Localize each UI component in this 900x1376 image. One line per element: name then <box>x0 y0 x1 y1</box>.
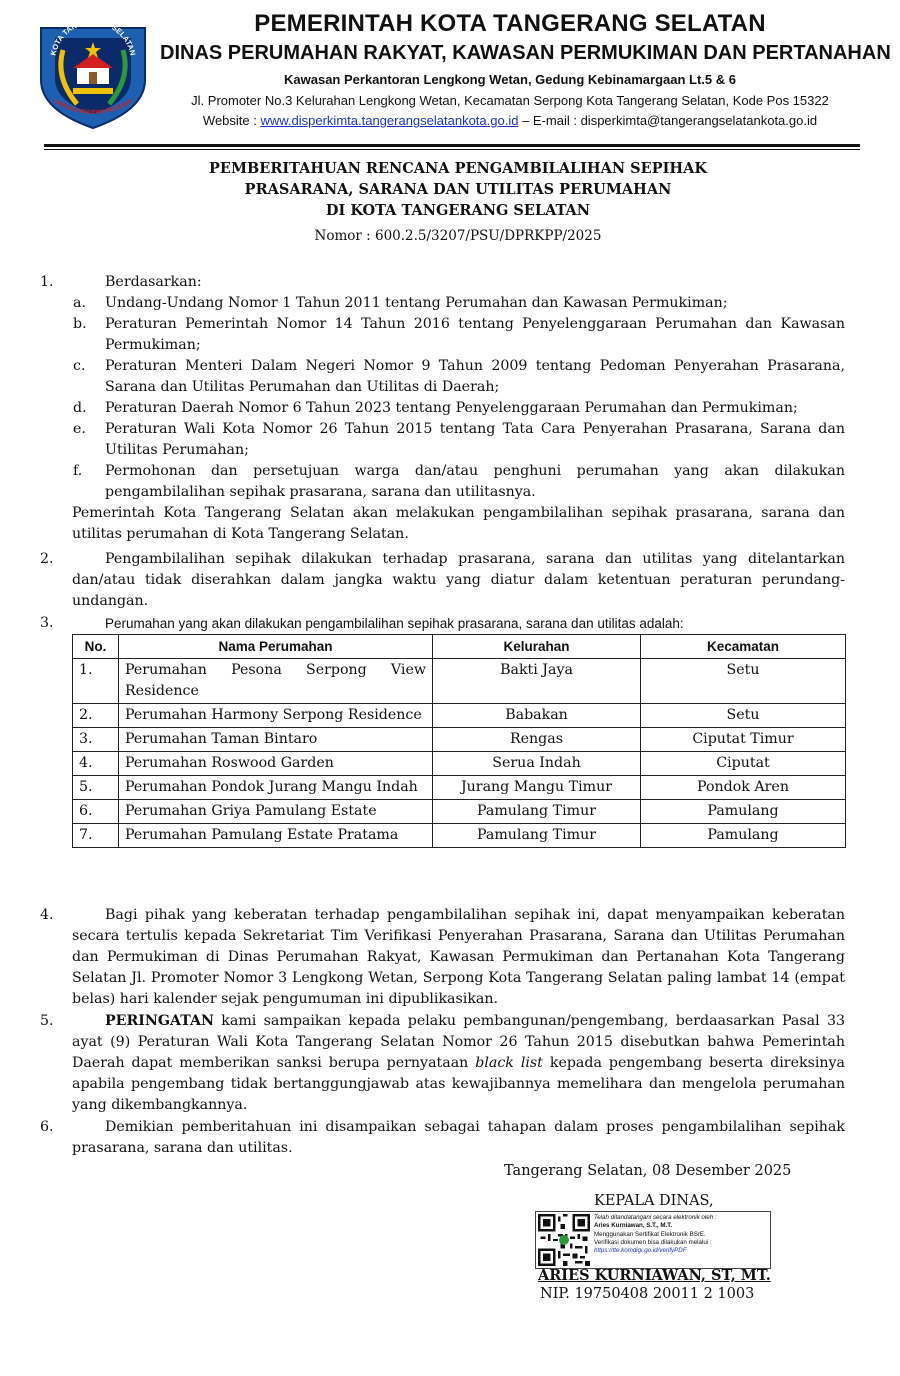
list-item: e. Peraturan Wali Kota Nomor 26 Tahun 2015 tentang Tata Cara Penyerahan Prasarana, Sarana dan Utilitas Perumahan; <box>73 421 845 458</box>
section-6 <box>37 1117 845 1159</box>
section-1-intro: Berdasarkan: <box>105 274 202 290</box>
logo-text-bottom: CERDAS MODERN RELIGIUS <box>52 98 134 117</box>
header-address: Jl. Promoter No.3 Kelurahan Lengkong Wetan, Kecamatan Serpong Kota Tangerang Selatan, Kode Pos 15322 <box>191 93 829 108</box>
city-emblem-logo <box>33 10 153 130</box>
section-4-text: Bagi pihak yang keberatan terhadap pengambilalihan sepihak ini, dapat menyampaikan keberatan secara tertulis kepada Sekretariat Tim Verifikasi Penyerahan Prasarana, Sarana dan Utilitas Perumahan dan Permukiman di Dinas Perumahan Rakyat, Kawasan Permukiman dan Pertanahan Kota Tangerang Selatan Jl. Promoter Nomor 3 Lengkong Wetan, Serpong Kota Tangerang Selatan paling lambat 14 (empat belas) hari kalender sejak pengumuman ini dipublikasikan. <box>72 907 845 1007</box>
table-row: 5. Perumahan Pondok Jurang Mangu Indah Jurang Mangu Timur Pondok Aren <box>73 776 846 800</box>
section-number: 1. <box>40 274 54 290</box>
header-government: PEMERINTAH KOTA TANGERANG SELATAN <box>254 10 766 37</box>
section-1-closing: Pemerintah Kota Tangerang Selatan akan melakukan pengambilalihan sepihak prasarana, sarana dan utilitas perumahan di Kota Tangerang Selatan. <box>72 505 845 542</box>
doc-title-line3: DI KOTA TANGERANG SELATAN <box>325 202 591 219</box>
e-signature-box <box>535 1211 771 1269</box>
section-number: 2. <box>40 551 54 567</box>
col-header-no: No. <box>73 635 119 659</box>
section-4 <box>37 905 845 1010</box>
table-row: 7. Perumahan Pamulang Estate Pratama Pamulang Timur Pamulang <box>73 824 846 848</box>
section-number: 3. <box>40 615 54 631</box>
list-item: c. Peraturan Menteri Dalam Negeri Nomor 9 Tahun 2009 tentang Pedoman Penyerahan Prasarana, Sarana dan Utilitas Perumahan dan Utilitas di Daerah; <box>73 358 845 395</box>
list-item: d. Peraturan Daerah Nomor 6 Tahun 2023 tentang Penyelenggaraan Perumahan dan Permukiman; <box>73 400 798 416</box>
warning-label: PERINGATAN <box>105 1013 214 1029</box>
verify-link[interactable]: https://tte.komdigi.go.id/verifyPDF <box>594 1247 687 1255</box>
header-office: Kawasan Perkantoran Lengkong Wetan, Gedung Kebinamargaan Lt.5 & 6 <box>284 72 736 87</box>
section-number: 5. <box>40 1013 54 1029</box>
qr-code-icon <box>538 1214 590 1266</box>
table-row: 2. Perumahan Harmony Serpong Residence Babakan Setu <box>73 704 846 728</box>
section-1 <box>37 272 845 545</box>
section-2-text: Pengambilalihan sepihak dilakukan terhadap prasarana, sarana dan utilitas yang ditelantarkan dan/atau tidak diserahkan dalam jangka waktu yang diatur dalam ketentuan peraturan perundang-undangan. <box>72 551 845 609</box>
section-5-text: PERINGATAN kami sampaikan kepada pelaku pembangunan/pengembang, berdaasarkan Pasal 33 ayat (9) Peraturan Wali Kota Tangerang Selatan Nomor 26 Tahun 2015 disebutkan bahwa Pemerintah Daerah dapat memberikan sanksi berupa pernyataan black list kepada pengembang beserta direksinya apabila pengembang tidak bertanggungjawab atas kewajibannya memelihara dan mengelola perumahan yang dikembangkannya. <box>72 1013 845 1113</box>
logo-text-top: KOTA TANGERANG SELATAN <box>48 16 138 57</box>
doc-number: Nomor : 600.2.5/3207/PSU/DPRKPP/2025 <box>314 228 602 244</box>
col-header-kelurahan: Kelurahan <box>433 635 641 659</box>
section-number: 4. <box>40 907 54 923</box>
signatory-name: ARIES KURNIAWAN, ST, MT. <box>538 1267 771 1284</box>
section-6-text: Demikian pemberitahuan ini disampaikan sebagai tahapan dalam proses pengambilalihan sepihak prasarana, sarana dan utilitas. <box>72 1119 845 1156</box>
table-row: 3. Perumahan Taman Bintaro Rengas Ciputat Timur <box>73 728 846 752</box>
header-rule-thick <box>44 144 860 147</box>
website-link[interactable]: www.disperkimta.tangerangselatankota.go.id <box>260 113 519 128</box>
signatory-nip: NIP. 19750408 20011 2 1003 <box>540 1286 755 1302</box>
header-rule-thin <box>44 149 860 150</box>
doc-title-line1: PEMBERITAHUAN RENCANA PENGAMBILALIHAN SEPIHAK <box>209 160 707 177</box>
table-row: 4. Perumahan Roswood Garden Serua Indah Ciputat <box>73 752 846 776</box>
col-header-name: Nama Perumahan <box>119 635 433 659</box>
section-2 <box>37 549 845 612</box>
table-row: 1. Perumahan Pesona Serpong View Residence Bakti Jaya Setu <box>73 659 846 704</box>
signature-date: Tangerang Selatan, 08 Desember 2025 <box>504 1163 792 1179</box>
doc-title-line2: PRASARANA, SARANA DAN UTILITAS PERUMAHAN <box>244 181 672 198</box>
table-row: 6. Perumahan Griya Pamulang Estate Pamulang Timur Pamulang <box>73 800 846 824</box>
e-signature-text: Telah ditandatangani secara elektronik oleh : Aries Kurniawan, S.T., M.T. Menggunakan Sertifikat Elektronik BSrE. Verifikasi dokumen bisa dilakukan melalui : https://tte.komdigi.go.id/verifyPDF <box>594 1214 770 1255</box>
header-contact: Website : www.disperkimta.tangerangselatankota.go.id – E-mail : disperkimta@tangerangselatankota.go.id <box>202 113 818 128</box>
section-3 <box>37 613 845 634</box>
section-5 <box>37 1011 845 1116</box>
housing-table <box>72 634 846 848</box>
table-header-row <box>73 635 846 659</box>
header-agency: DINAS PERUMAHAN RAKYAT, KAWASAN PERMUKIMAN DAN PERTANAHAN <box>160 42 891 64</box>
section-3-text: Perumahan yang akan dilakukan pengambilalihan sepihak prasarana, sarana dan utilitas adalah: <box>105 616 684 631</box>
list-item: f. Permohonan dan persetujuan warga dan/atau penghuni perumahan yang akan dilakukan pengambilalihan sepihak prasarana, sarana dan utilitasnya. <box>73 463 845 500</box>
signature-role: KEPALA DINAS, <box>594 1193 714 1209</box>
email-text: – E-mail : disperkimta@tangerangselatankota.go.id <box>518 113 818 128</box>
list-item: a. Undang-Undang Nomor 1 Tahun 2011 tentang Perumahan dan Kawasan Permukiman; <box>73 295 728 311</box>
list-item: b. Peraturan Pemerintah Nomor 14 Tahun 2016 tentang Penyelenggaraan Perumahan dan Kawasan Permukiman; <box>73 316 845 353</box>
col-header-kecamatan: Kecamatan <box>641 635 846 659</box>
section-number: 6. <box>40 1119 54 1135</box>
